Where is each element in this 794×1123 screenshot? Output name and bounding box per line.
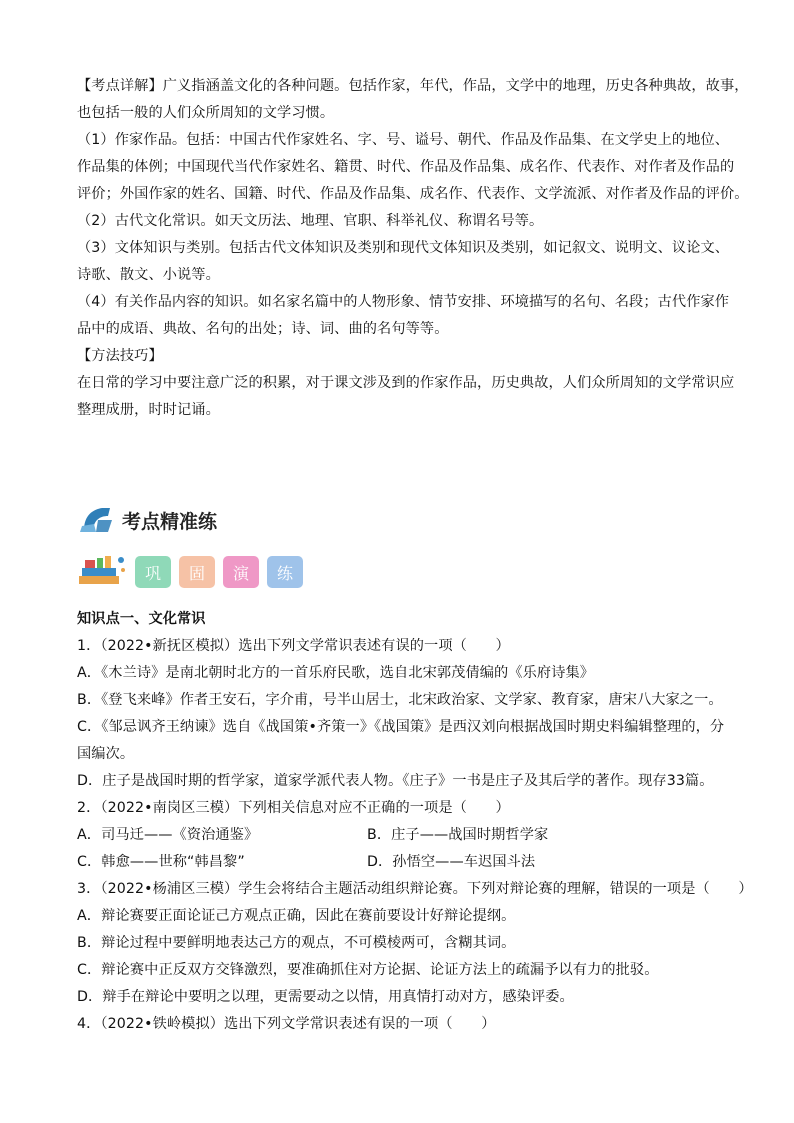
intro-line-10: 品中的成语、典故、名句的出处；诗、词、曲的名句等等。 <box>77 321 449 337</box>
intro-line-1: 【考点详解】广义指涵盖文化的各种问题。包括作家，年代，作品，文学中的地理，历史各种典故，故事， <box>77 78 749 94</box>
intro-line-9: （4）有关作品内容的知识。如名家名篇中的人物形象、情节安排、环境描写的名句、名段；古代作家作 <box>77 294 730 310</box>
knowledge-heading: 知识点一、文化常识 <box>77 611 206 627</box>
q1-option-c: C．《邹忌讽齐王纳谏》选自《战国策•齐策一》《战国策》是西汉刘向根据战国时期史料编辑整理的，分 <box>77 719 725 735</box>
tile-gong: 巩 <box>135 556 171 588</box>
tile-lian: 练 <box>267 556 303 588</box>
q2-option-c: C．韩愈——世称“韩昌黎” <box>77 854 245 870</box>
q3-option-b: B．辩论过程中要鲜明地表达己方的观点，不可模棱两可，含糊其词。 <box>77 935 516 951</box>
intro-line-2: 也包括一般的人们众所周知的文学习惯。 <box>77 105 335 121</box>
q4-stem: 4．（2022•铁岭模拟）选出下列文学常识表述有误的一项（ ） <box>77 1016 496 1032</box>
q3-option-a: A．辩论赛要正面论证己方观点正确，因此在赛前要设计好辩论提纲。 <box>77 908 516 924</box>
intro-line-12: 在日常的学习中要注意广泛的积累，对于课文涉及到的作家作品，历史典故，人们众所周知的文学常识应 <box>77 375 735 391</box>
q1-stem: 1．（2022•新抚区模拟）选出下列文学常识表述有误的一项（ ） <box>77 638 510 654</box>
section-book-icon <box>78 504 114 536</box>
intro-line-5: 评价；外国作家的姓名、国籍、时代、作品及作品集、成名作、代表作、文学流派、对作者及作品的评价。 <box>77 186 749 202</box>
q3-option-d: D．辩手在辩论中要明之以理，更需要动之以情，用真情打动对方，感染评委。 <box>77 989 574 1005</box>
intro-line-8: 诗歌、散文、小说等。 <box>77 267 220 283</box>
section-title: 考点精准练 <box>122 511 218 533</box>
q2-option-a: A．司马迁——《资治通鉴》 <box>77 827 259 843</box>
intro-line-4: 作品集的体例；中国现代当代作家姓名、籍贯、时代、作品及作品集、成名作、代表作、对作者及作品的 <box>77 159 735 175</box>
intro-line-13: 整理成册，时时记诵。 <box>77 402 220 418</box>
intro-line-7: （3）文体知识与类别。包括古代文体知识及类别和现代文体知识及类别，如记叙文、说明文、议论文、 <box>77 240 730 256</box>
q1-option-d: D．庄子是战国时期的哲学家，道家学派代表人物。《庄子》一书是庄子及其后学的著作。现存33篇。 <box>77 773 714 789</box>
q2-option-d: D．孙悟空——车迟国斗法 <box>367 854 536 870</box>
q3-stem: 3．（2022•杨浦区三模）学生会将结合主题活动组织辩论赛。下列对辩论赛的理解，错误的一项是（ ） <box>77 881 753 897</box>
q1-option-a: A．《木兰诗》是南北朝时北方的一首乐府民歌，选自北宋郭茂倩编的《乐府诗集》 <box>77 665 595 681</box>
books-illustration-icon <box>77 552 127 588</box>
intro-line-6: （2）古代文化常识。如天文历法、地理、官职、科举礼仪、称谓名号等。 <box>77 213 544 229</box>
q1-option-b: B．《登飞来峰》作者王安石，字介甫，号半山居士，北宋政治家、文学家、教育家，唐宋八大家之一。 <box>77 692 723 708</box>
tile-yan: 演 <box>223 556 259 588</box>
intro-line-3: （1）作家作品。包括：中国古代作家姓名、字、号、谥号、朝代、作品及作品集、在文学史上的地位、 <box>77 132 730 148</box>
method-heading: 【方法技巧】 <box>77 348 163 364</box>
tile-gu: 固 <box>179 556 215 588</box>
q3-option-c: C．辩论赛中正反双方交锋激烈，要准确抓住对方论据、论证方法上的疏漏予以有力的批驳。 <box>77 962 659 978</box>
q1-option-c-cont: 国编次。 <box>77 746 135 762</box>
q2-option-b: B．庄子——战国时期哲学家 <box>367 827 549 843</box>
q2-stem: 2．（2022•南岗区三模）下列相关信息对应不正确的一项是（ ） <box>77 800 510 816</box>
